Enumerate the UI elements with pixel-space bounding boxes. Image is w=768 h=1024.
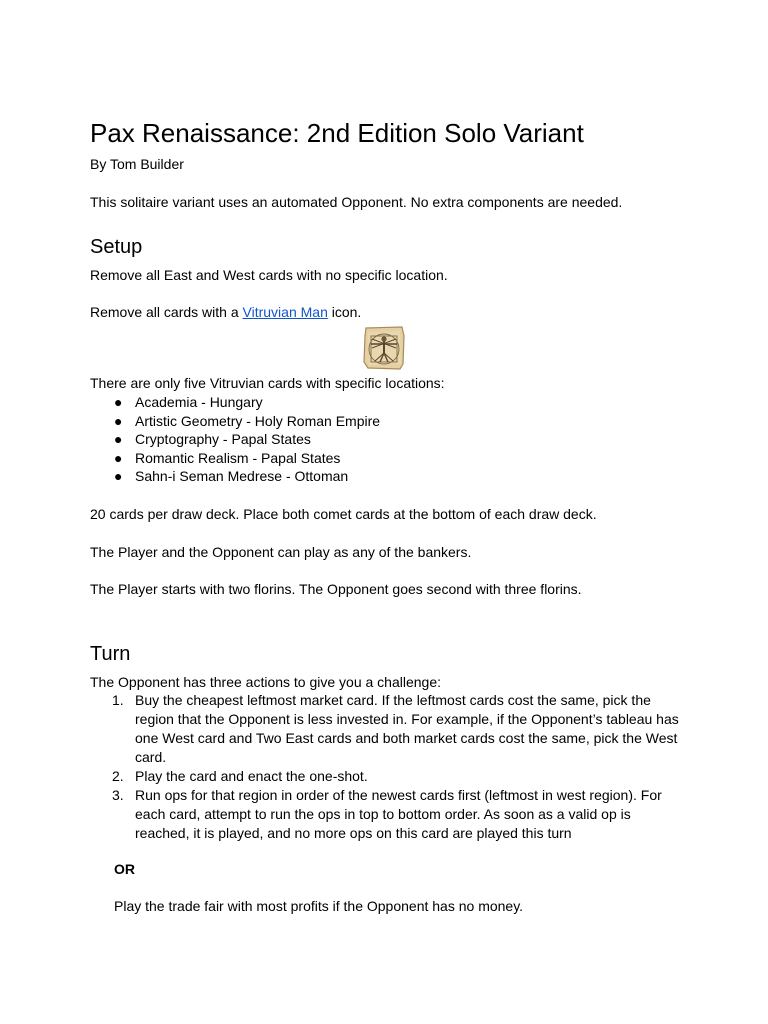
setup-paragraph-6: The Player starts with two florins. The Opponent goes second with three florins. (90, 581, 582, 597)
bullet-icon: ● (114, 431, 123, 448)
list-item-text: Play the card and enact the one-shot. (135, 768, 368, 784)
bullet-icon: ● (114, 449, 123, 466)
turn-steps-list (90, 691, 680, 843)
setup-heading: Setup (90, 236, 143, 258)
vitruvian-man-link[interactable]: Vitruvian Man (242, 304, 328, 320)
list-item (90, 412, 380, 431)
list-item (90, 786, 680, 843)
list-item-text: Cryptography - Papal States (135, 431, 311, 448)
list-number: 2. (112, 768, 124, 784)
list-item-text: Academia - Hungary (135, 394, 263, 410)
list-item (90, 467, 380, 486)
list-number: 1. (112, 692, 124, 708)
list-item (90, 430, 380, 449)
list-number: 3. (112, 787, 124, 803)
list-item-text: Romantic Realism - Papal States (135, 449, 341, 466)
list-item-text: Buy the cheapest leftmost market card. If the leftmost cards cost the same, pick the region that the Opponent is less invested in. For example, if the Opponent’s tableau has one West card and Two East cards and both market cards cost the same, pick the West card. (135, 692, 679, 765)
bullet-icon: ● (114, 412, 123, 429)
setup-paragraph-2-after: icon. (327, 304, 362, 320)
setup-paragraph-1: Remove all East and West cards with no specific location. (90, 267, 448, 283)
bullet-icon: ● (114, 468, 123, 485)
setup-paragraph-4: 20 cards per draw deck. Place both comet cards at the bottom of each draw deck. (90, 506, 597, 522)
setup-paragraph-2-before: Remove all cards with a (90, 304, 243, 320)
setup-paragraph-3: There are only five Vitruvian cards with specific locations: (90, 375, 445, 391)
list-item (90, 691, 680, 767)
list-item-text: Artistic Geometry - Holy Roman Empire (135, 412, 381, 429)
list-item (90, 393, 380, 412)
trade-fair-paragraph: Play the trade fair with most profits if the Opponent has no money. (114, 898, 524, 914)
page-title: Pax Renaissance: 2nd Edition Solo Variant (90, 118, 584, 148)
bullet-icon: ● (114, 394, 123, 410)
list-item-text: Sahn-i Seman Medrese - Ottoman (135, 468, 349, 485)
setup-paragraph-5: The Player and the Opponent can play as any of the bankers. (90, 544, 472, 560)
vitruvian-locations-list (90, 393, 380, 486)
list-item (90, 767, 680, 786)
list-item (90, 449, 380, 468)
turn-intro: The Opponent has three actions to give you a challenge: (90, 674, 442, 690)
or-label: OR (114, 861, 135, 877)
setup-paragraph-2 (90, 303, 361, 322)
list-item-text: Run ops for that region in order of the newest cards first (leftmost in west region). For each card, attempt to run the ops in top to bottom order. As soon as a valid op is reached, it is played, and no more ops on this card are played this turn (135, 787, 662, 841)
vitruvian-man-icon (360, 324, 408, 372)
intro-paragraph: This solitaire variant uses an automated Opponent. No extra components are needed. (90, 194, 623, 210)
byline: By Tom Builder (90, 156, 184, 172)
turn-heading: Turn (90, 643, 131, 665)
